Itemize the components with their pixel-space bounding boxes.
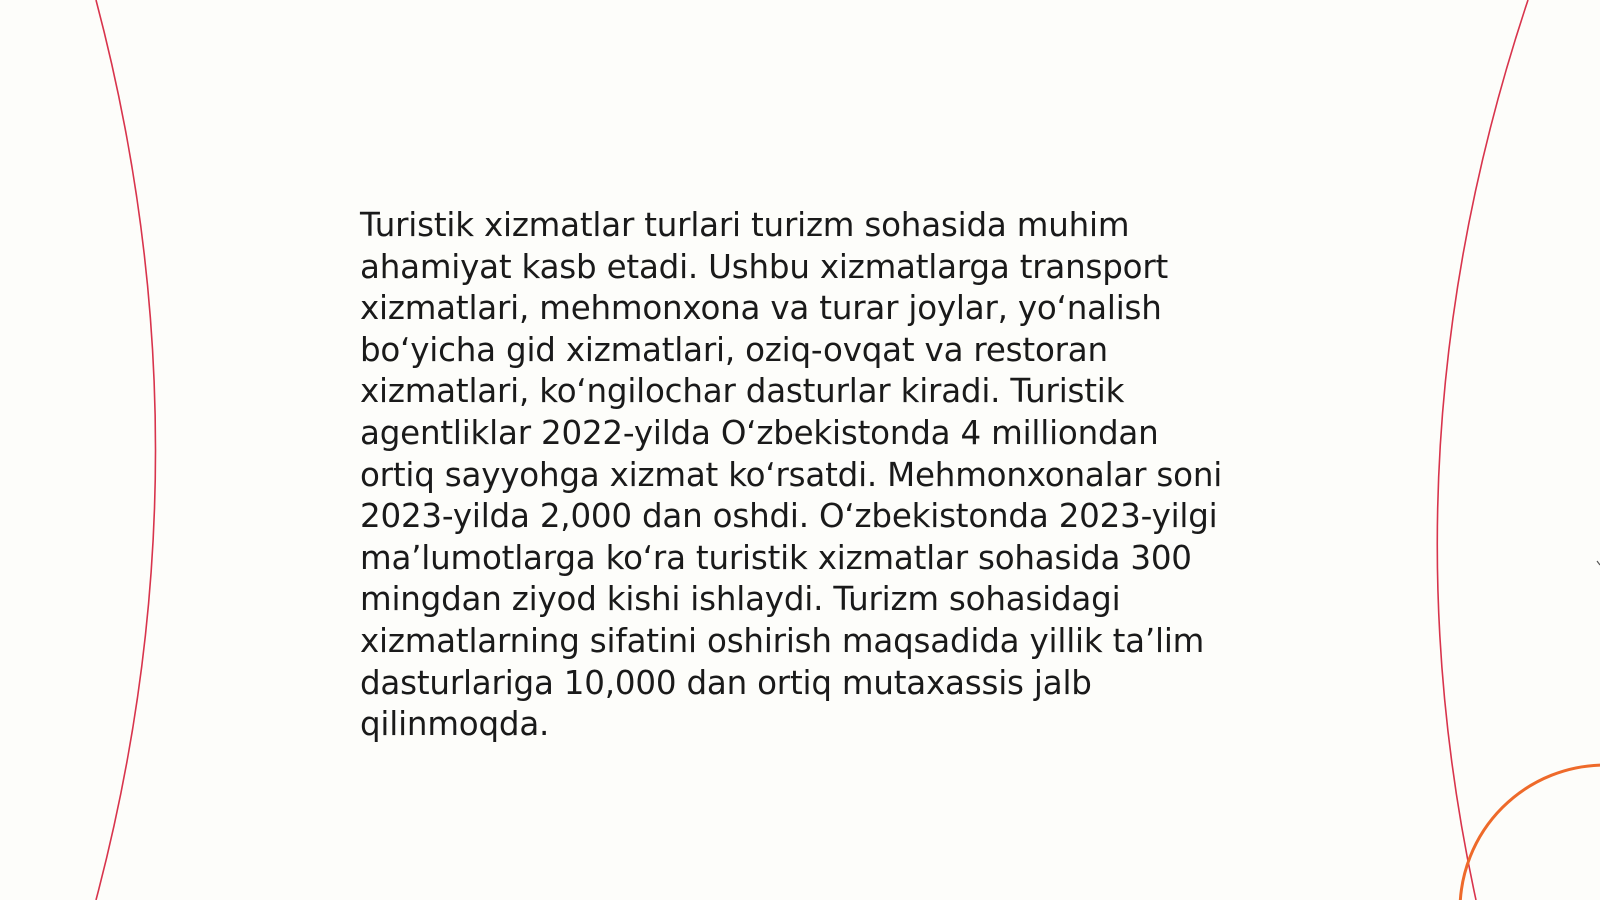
left-arc-line — [96, 0, 156, 900]
right-arc-line — [1437, 0, 1528, 900]
body-paragraph: Turistik xizmatlar turlari turizm sohasida muhim ahamiyat kasb etadi. Ushbu xizmatlarga transport xizmatlari, mehmonxona va turar joylar, yo‘nalish bo‘yicha gid xizmatlari, oziq-ovqat va restoran xizmatlari, ko‘ngilochar dasturlar kiradi. Turistik agentliklar 2022-yilda O‘zbekistonda 4 milliondan ortiq sayyohga xizmat ko‘rsatdi. Mehmonxonalar soni 2023-yilda 2,000 dan oshdi. O‘zbekistonda 2023-yilgi ma’lumotlarga ko‘ra turistik xizmatlar sohasida 300 mingdan ziyod kishi ishlaydi. Turizm sohasidagi xizmatlarning sifatini oshirish maqsadida yillik ta’lim dasturlariga 10,000 dan ortiq mutaxassis jalb qilinmoqda. — [360, 206, 1223, 744]
orange-accent-circle — [1460, 765, 1600, 900]
